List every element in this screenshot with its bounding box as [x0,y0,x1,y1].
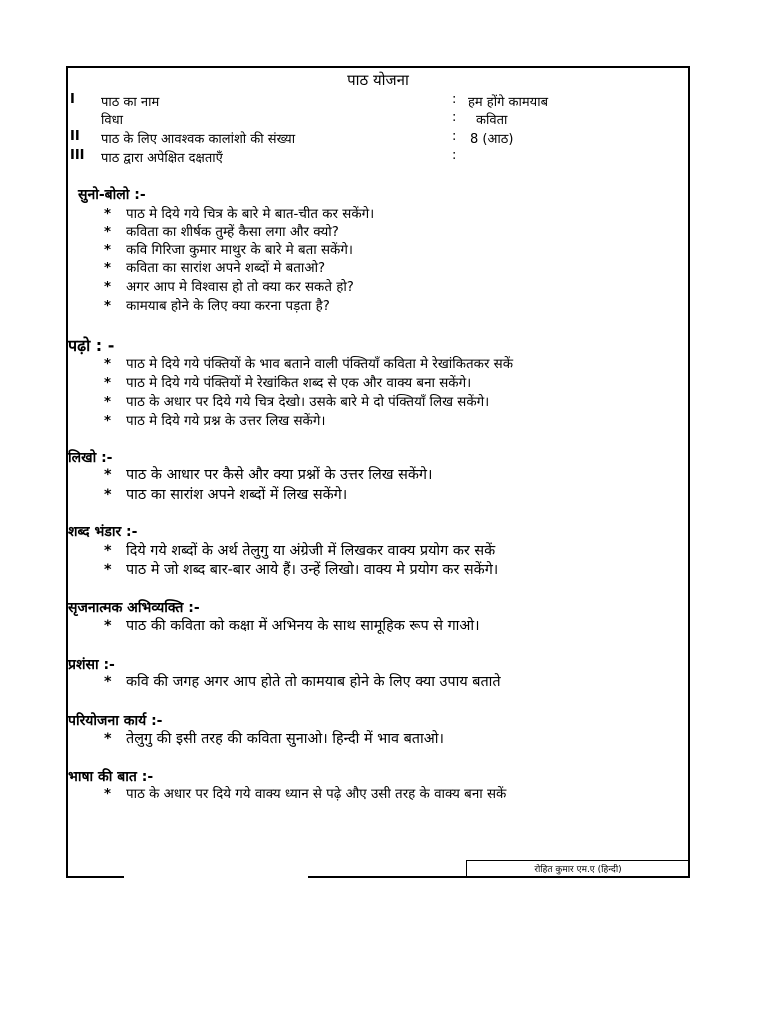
info-label: विधा [101,113,123,128]
section-heading-write: लिखो :- [68,450,113,466]
list-item: * तेलुगु की इसी तरह की कविता सुनाओ। हिन्दी में भाव बताओ। [104,731,444,747]
list-item: * पाठ के आधार पर कैसे और क्या प्रश्नों के उत्तर लिख सकेंगे। [104,467,433,483]
bottom-border-left [66,876,124,878]
info-label: पाठ के लिए आवश्वक कालांशो की संख्या [101,132,296,147]
roman-numeral: I [70,92,75,107]
section-heading-vocabulary: शब्द भंडार :- [68,524,138,540]
section-heading-appreciation: प्रशंसा :- [68,657,115,673]
info-colon: : [452,92,457,107]
list-item: * अगर आप मे विश्वास हो तो क्या कर सकते हो? [104,280,354,295]
list-item: * कामयाब होने के लिए क्या करना पड़ता है? [104,299,330,314]
section-heading-listen-speak: सुनो-बोलो :- [78,187,146,203]
info-colon: : [452,148,457,163]
list-item: * कविता का सारांश अपने शब्दों मे बताओ? [104,261,326,276]
list-item: * पाठ के अधार पर दिये गये वाक्य ध्यान से पढ़े औए उसी तरह के वाक्य बना सकें [104,787,507,802]
info-value: हम होंगे कामयाब [468,95,548,110]
info-colon: : [452,129,457,144]
info-colon: : [452,110,457,125]
roman-numeral: III [70,148,85,163]
lesson-plan-page [66,66,690,878]
list-item: * कवि गिरिजा कुमार माथुर के बारे मे बता सकेंगे। [104,243,353,258]
list-item: * कवि की जगह अगर आप होते तो कामयाब होने के लिए क्या उपाय बताते [104,674,501,690]
bottom-border-right [308,876,688,878]
list-item: * पाठ की कविता को कक्षा में अभिनय के साथ सामूहिक रूप से गाओ। [104,618,480,634]
section-heading-creative-expression: सृजनात्मक अभिव्यक्ति :- [68,600,200,616]
list-item: * कविता का शीर्षक तुम्हें कैसा लगा और क्यो? [104,225,339,240]
list-item: * पाठ के अधार पर दिये गये चित्र देखो। उसके बारे मे दो पंक्तियाँ लिख सकेंगे। [104,395,490,410]
info-value: 8 (आठ) [470,132,514,147]
list-item: * पाठ मे दिये गये पंक्तियों के भाव बताने वाली पंक्तियाँ कविता मे रेखांकितकर सकें [104,357,514,372]
section-heading-language: भाषा की बात :- [68,769,154,785]
list-item: * पाठ मे दिये गये प्रश्न के उत्तर लिख सकेंगे। [104,414,326,429]
list-item: * पाठ मे दिये गये पंक्तियों मे रेखांकित शब्द से एक और वाक्य बना सकेंगे। [104,376,472,391]
list-item: * पाठ मे दिये गये चित्र के बारे मे बात-चीत कर सकेंगे। [104,207,375,222]
info-label: पाठ का नाम [101,95,160,110]
section-heading-project-work: परियोजना कार्य :- [68,713,163,729]
list-item: * दिये गये शब्दों के अर्थ तेलुगु या अंग्रेजी में लिखकर वाक्य प्रयोग कर सकें [104,543,496,559]
section-heading-read: पढ़ो : - [68,336,115,355]
roman-numeral: II [70,129,80,144]
info-value: कविता [476,113,508,128]
page-title: पाठ योजना [347,71,409,89]
signature: रोहित कुमार एम.ए (हिन्दी) [466,860,689,878]
list-item: * पाठ मे जो शब्द बार-बार आये हैं। उन्हें लिखो। वाक्य मे प्रयोग कर सकेंगे। [104,562,499,578]
list-item: * पाठ का सारांश अपने शब्दों में लिख सकेंगे। [104,487,348,503]
info-label: पाठ द्वारा अपेक्षित दक्षताएँ [101,151,223,166]
